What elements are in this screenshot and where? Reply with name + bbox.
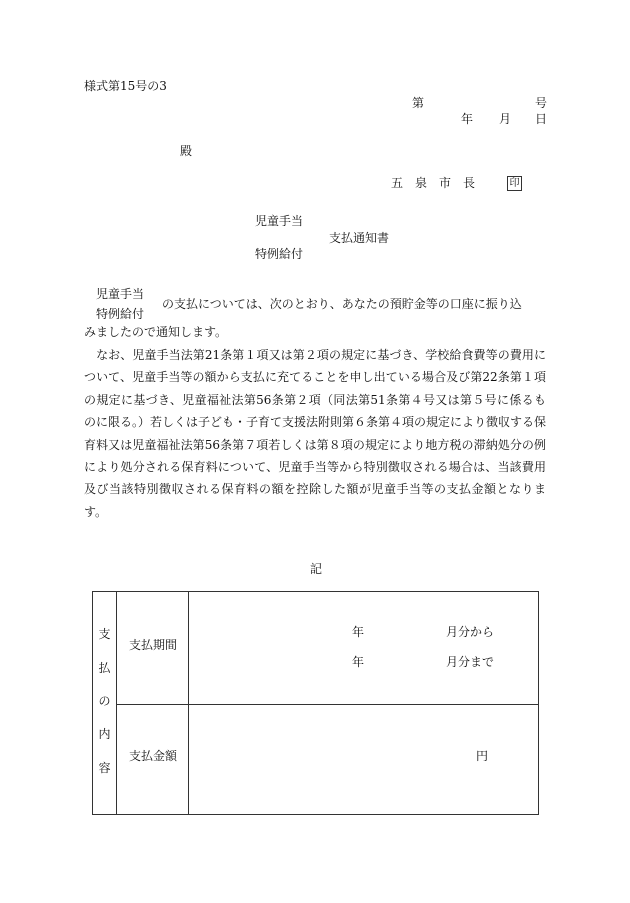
date-month: 月 — [499, 112, 512, 126]
table-divider-label — [188, 592, 189, 814]
amount-unit-yen: 円 — [476, 749, 489, 763]
title-line-child-allowance: 児童手当 — [255, 214, 304, 228]
issuer-mayor: 五 泉 市 長 — [391, 176, 476, 190]
seal-mark: 印 — [507, 176, 522, 191]
period-year-to: 年 — [352, 655, 365, 669]
opening-text: の支払については、次のとおり、あなたの預貯金等の口座に振り込 — [162, 297, 522, 311]
payment-details-table — [92, 591, 539, 815]
side-label-char-4: 内 — [98, 727, 111, 741]
title-line-special-benefit: 特例給付 — [255, 247, 304, 261]
ki-heading: 記 — [310, 562, 323, 576]
notice-paragraph-text: なお、児童手当法第21条第１項又は第２項の規定に基づき、学校給食費等の費用について、児童手当等の額から支払に充てることを申し出ている場合及び第22条第１項の規定に基づき、児童福祉法第56条第２項（同法第51条第４号又は第５号に係るものに限る。）若しくは子ども・子育て支援法附則第６条第４項の規定により徴収する保育料又は児童福祉法第56条第７項若しくは第８項の規定により地方税の滞納処分の例により処分される保育料について、児童手当等から特別徴収される場合は、当該費用及び当該特別徴収される保育料の額を控除した額が児童手当等の支払金額となります。 — [84, 348, 547, 519]
date-day: 日 — [535, 112, 548, 126]
opening-continuation: みましたので通知します。 — [84, 325, 228, 339]
side-label-char-5: 容 — [98, 761, 111, 775]
period-to-suffix: 月分まで — [446, 655, 495, 669]
opening-special-benefit: 特例給付 — [96, 307, 145, 321]
opening-child-allowance: 児童手当 — [96, 287, 145, 301]
period-year-from: 年 — [352, 625, 365, 639]
date-year: 年 — [461, 112, 474, 126]
payment-period-label: 支払期間 — [129, 638, 178, 652]
payment-amount-label: 支払金額 — [129, 749, 178, 763]
recipient-honorific: 殿 — [180, 144, 193, 158]
table-divider-row — [116, 704, 538, 705]
table-divider-side — [116, 592, 117, 814]
document-number-prefix: 第 — [412, 96, 425, 110]
side-label-char-3: の — [98, 694, 111, 708]
side-label-char-2: 払 — [98, 661, 111, 675]
page-title: 支払通知書 — [329, 231, 390, 245]
form-number: 様式第15号の3 — [84, 79, 167, 93]
side-label-char-1: 支 — [98, 627, 111, 641]
notice-paragraph — [84, 344, 546, 523]
document-number-suffix: 号 — [535, 96, 548, 110]
period-from-suffix: 月分から — [446, 625, 495, 639]
